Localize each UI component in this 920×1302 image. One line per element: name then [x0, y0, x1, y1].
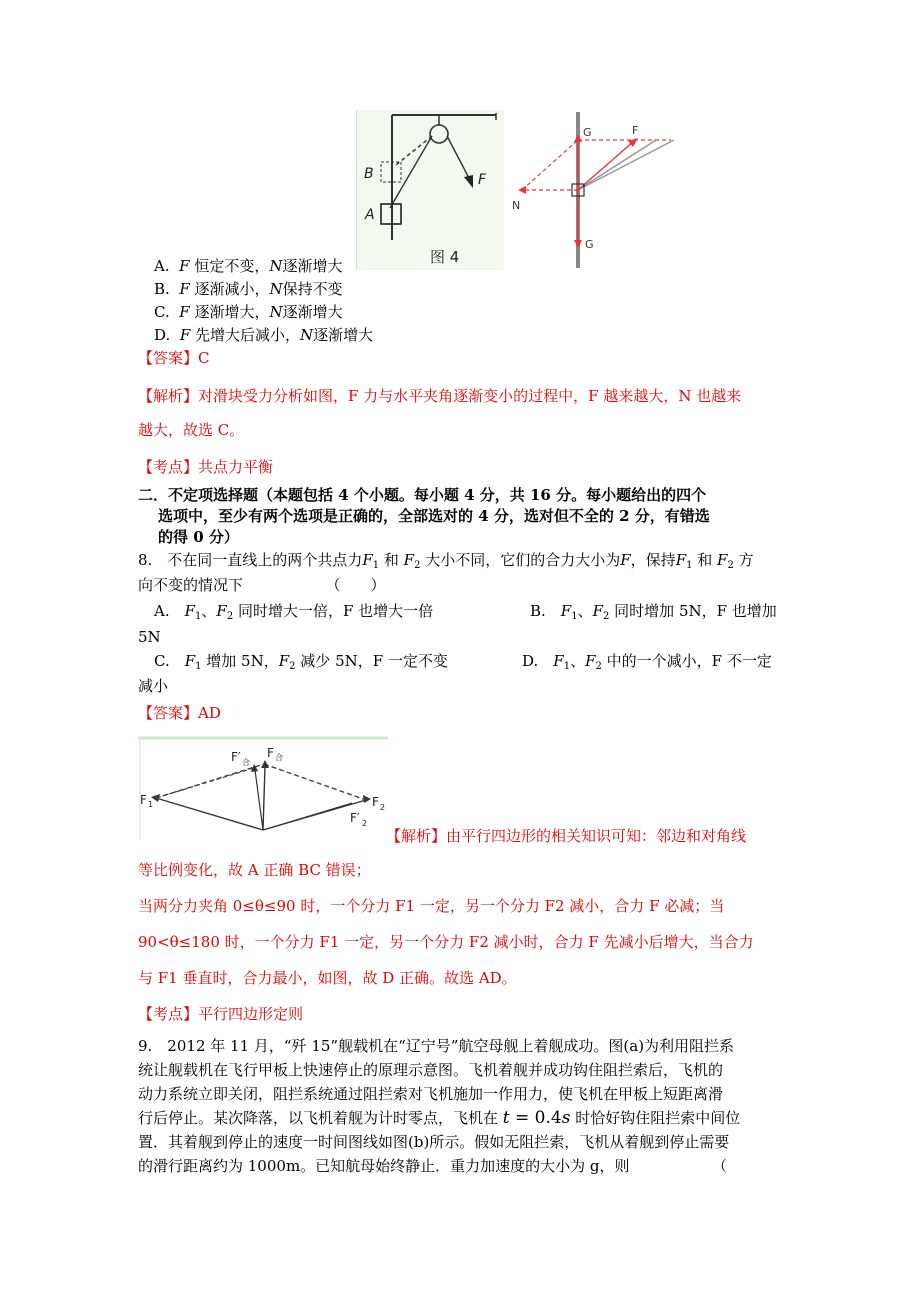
q9-line3: 动力系统立即关闭，阻拦系统通过阻拦索对飞机施加一作用力，使飞机在甲板上短距离滑	[138, 1085, 724, 1103]
q8-answer: 【答案】AD	[138, 704, 221, 722]
figure-4-pulley	[356, 110, 504, 270]
label-f1: F	[140, 793, 147, 807]
label-n: N	[512, 199, 521, 212]
q9-line1: 9. 2012 年 11 月，“歼 15”舰载机在“辽宁号”航空母舰上着舰成功。图(a)为利用阻拦系	[138, 1037, 735, 1055]
force-diagram	[506, 110, 678, 270]
label-f: F	[478, 172, 487, 188]
parallelogram-figure	[138, 736, 388, 840]
pulley-diagram	[356, 110, 504, 270]
label-f-force: F	[632, 124, 639, 137]
label-f-he-prime: F′	[231, 750, 241, 764]
section2-header-line1: 二．不定项选择题（本题包括 4 个小题。每小题 4 分，共 16 分。每小题给出的四个	[138, 486, 707, 504]
q8-analysis-line2: 等比例变化，故 A 正确 BC 错误；	[138, 861, 371, 879]
q8-option-c: C. $F_1$ 增加 5N，$F_2$ 减少 5N，F 一定不变	[154, 652, 448, 672]
q8-option-b: B. $F_1$、$F_2$ 同时增加 5N，F 也增加	[530, 602, 777, 622]
section2-header-line2: 选项中，至少有两个选项是正确的，全部选对的 4 分，选对但不全的 2 分，有错选	[158, 507, 710, 525]
q8-stem-line2: 向不变的情况下 （ ）	[138, 576, 386, 594]
q7-analysis-line1: 【解析】对滑块受力分析如图，F 力与水平夹角逐渐变小的过程中，F 越来越大，N 也越来	[138, 387, 742, 405]
parallelogram-svg	[138, 736, 388, 840]
q8-analysis-line1: 【解析】由平行四边形的相关知识可知：邻边和对角线	[386, 827, 747, 845]
q9-line6: 的滑行距离约为 1000m。已知航母始终静止．重力加速度的大小为 g，则 （	[138, 1157, 728, 1175]
label-b: B	[364, 166, 374, 182]
section2-header-line3: 的得 0 分）	[158, 528, 239, 546]
label-f-he-sub: 合	[275, 753, 283, 762]
q8-stem-line1: 8. 不在同一直线上的两个共点力$F_1$ 和 $F_2$ 大小不同，它们的合力大小为F，保持$F_1$ 和 $F_2$ 方	[138, 551, 754, 571]
q8-analysis-line4: 90<θ≤180 时，一个分力 F1 一定，另一个分力 F2 减小时，合力 F 先减小后增大，当合力	[138, 933, 754, 951]
q8-option-b-cont: 5N	[138, 628, 161, 646]
label-f2: F	[372, 795, 379, 809]
q7-analysis-line2: 越大，故选 C。	[138, 421, 245, 439]
q8-option-d: D. $F_1$、$F_2$ 中的一个减小，F 不一定	[522, 652, 772, 672]
label-g-top: G	[583, 126, 592, 139]
q7-option-c: C. F 逐渐增大，N逐渐增大	[154, 303, 343, 321]
q8-analysis-line3: 当两分力夹角 0≤θ≤90 时，一个分力 F1 一定，另一个分力 F2 减小，合力 F 必减；当	[138, 897, 725, 915]
q9-line2: 统让舰载机在飞行甲板上快速停止的原理示意图。飞机着舰并成功钩住阻拦索后，飞机的	[138, 1061, 724, 1079]
figure-caption: 图 4	[430, 248, 460, 266]
q7-option-d: D. F 先增大后减小，N逐渐增大	[154, 326, 374, 344]
q9-line4: 行后停止。某次降落，以飞机着舰为计时零点，飞机在 t = 0.4s 时恰好钩住阻拦索中间位	[138, 1108, 741, 1128]
q8-option-a: A. $F_1$、$F_2$ 同时增大一倍，F 也增大一倍	[154, 602, 434, 622]
label-g-bottom: G	[585, 238, 594, 251]
q8-kaodian: 【考点】平行四边形定则	[138, 1005, 304, 1023]
q7-kaodian: 【考点】共点力平衡	[138, 458, 274, 476]
q8-analysis-line5: 与 F1 垂直时，合力最小，如图，故 D 正确。故选 AD。	[138, 969, 517, 987]
label-a: A	[365, 207, 375, 223]
label-f2-prime-sub: 2	[362, 819, 368, 828]
q8-option-d-cont: 减小	[138, 677, 169, 695]
label-f2-sub: 2	[380, 803, 386, 812]
label-f1-sub: 1	[148, 800, 154, 809]
force-diagram-svg	[506, 110, 678, 270]
label-f-he-prime-sub: 合	[242, 758, 250, 767]
q7-option-b: B. F 逐渐减小，N保持不变	[154, 280, 343, 298]
q7-answer: 【答案】C	[138, 349, 210, 367]
q7-option-a: A. F 恒定不变，N逐渐增大	[154, 257, 343, 275]
label-f-he: F	[267, 746, 274, 760]
q9-line5: 置．其着舰到停止的速度一时间图线如图(b)所示。假如无阻拦索，飞机从着舰到停止需要	[138, 1133, 730, 1151]
label-f2-prime: F′	[350, 811, 360, 825]
